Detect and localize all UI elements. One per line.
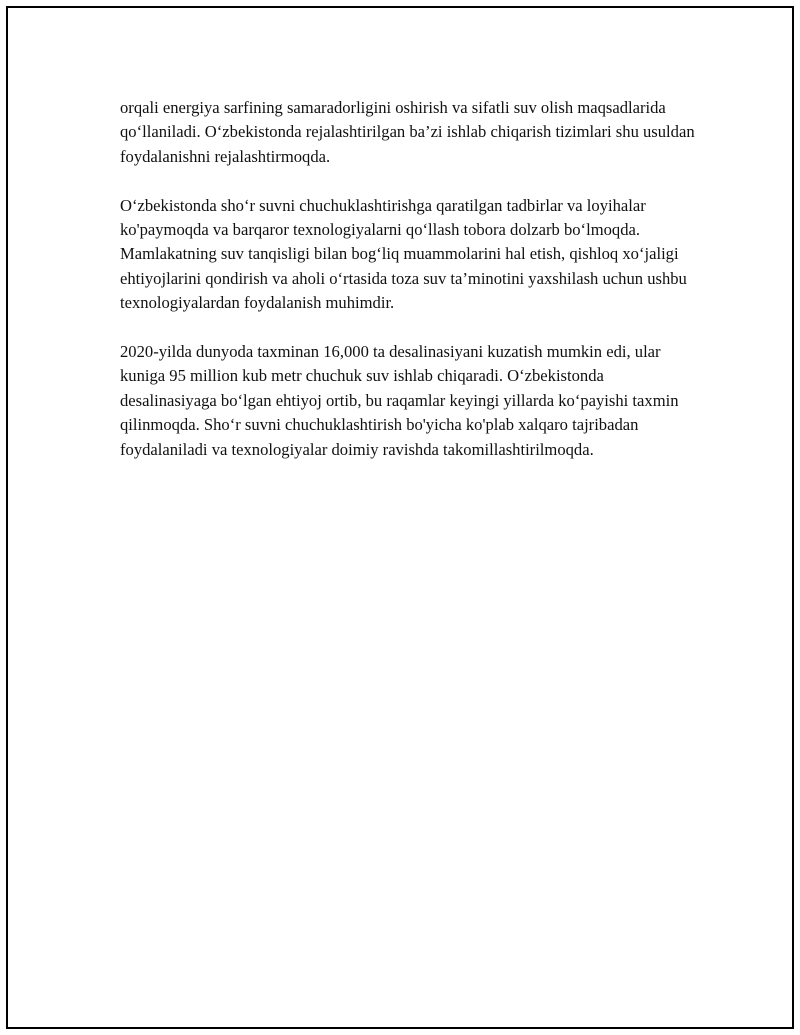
paragraph-1: orqali energiya sarfining samaradorligini oshirish va sifatli suv olish maqsadlarida qo‘llaniladi. O‘zbekistonda rejalashtirilgan ba’zi ishlab chiqarish tizimlari shu usuldan foydalanishni rejalashtirmoqda.: [120, 98, 695, 166]
paragraph-2: O‘zbekistonda sho‘r suvni chuchuklashtirishga qaratilgan tadbirlar va loyihalar ko'paymoqda va barqaror texnologiyalarni qo‘llash tobora dolzarb bo‘lmoqda. Mamlakatning suv tanqisligi bilan bog‘liq muammolarini hal etish, qishloq xo‘jaligi ehtiyojlarini qondirish va aholi o‘rtasida toza suv ta’minotini yaxshilash uchun ushbu texnologiyalardan foydalanish muhimdir.: [120, 195, 687, 313]
document-page: [6, 6, 794, 1029]
document-body: [120, 96, 700, 486]
paragraph-3: 2020-yilda dunyoda taxminan 16,000 ta desalinasiyani kuzatish mumkin edi, ular kuniga 95 million kub metr chuchuk suv ishlab chiqaradi. O‘zbekistonda desalinasiyaga bo‘lgan ehtiyoj ortib, bu raqamlar keyingi yillarda ko‘payishi taxmin qilinmoqda. Sho‘r suvni chuchuklashtirish bo'yicha ko'plab xalqaro tajribadan foydalaniladi va texnologiyalar doimiy ravishda takomillashtirilmoqda.: [120, 342, 679, 459]
